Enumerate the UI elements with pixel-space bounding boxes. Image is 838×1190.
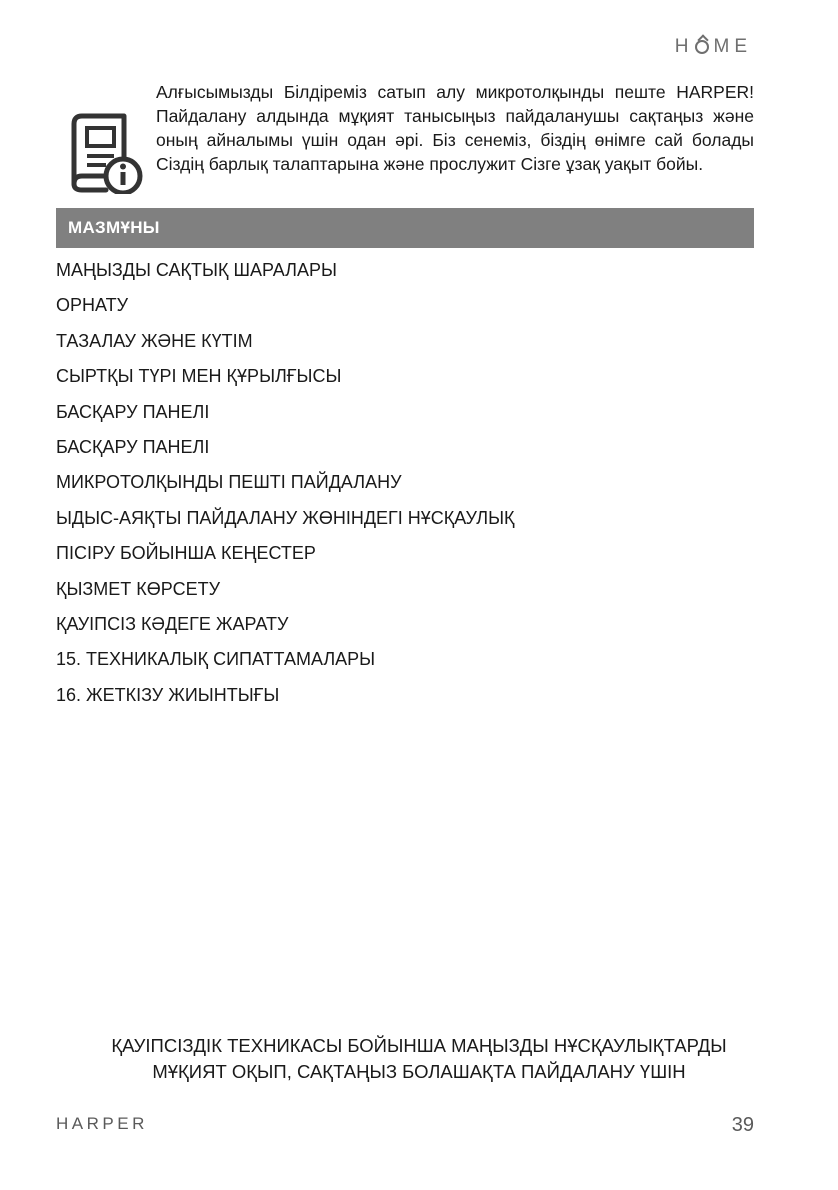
toc-item: БАСҚАРУ ПАНЕЛІ — [56, 436, 210, 457]
safety-warning — [0, 1033, 838, 1085]
home-logo-h: H — [674, 36, 694, 57]
home-logo-roof-icon — [695, 40, 709, 54]
toc-item: МИКРОТОЛҚЫНДЫ ПЕШТІ ПАЙДАЛАНУ — [56, 472, 402, 493]
page-number: 39 — [731, 1114, 754, 1136]
table-of-contents — [56, 255, 515, 715]
toc-item: ҚЫЗМЕТ КӨРСЕТУ — [56, 578, 221, 599]
toc-item: 16. ЖЕТКІЗУ ЖИЫНТЫҒЫ — [56, 684, 280, 705]
contents-title: МАЗМҰНЫ — [68, 218, 160, 237]
intro-paragraph: Алғысымызды Білдіреміз сатып алу микротолқынды пеште HARPER! Пайдалану алдында мұқият танысыңыз пайдаланушы сақтаңыз және оның айналымы үшін одан әрі. Біз сенеміз, біздің өнімге сай болады Сіздің барлық талаптарына және прослужит Сізге ұзақ уақыт бойы. — [156, 82, 754, 174]
manual-info-icon — [66, 110, 146, 194]
home-logo-rest: ME — [713, 36, 752, 57]
intro-block — [56, 80, 754, 210]
toc-item: ЫДЫС-АЯҚТЫ ПАЙДАЛАНУ ЖӨНІНДЕГІ НҰСҚАУЛЫҚ — [56, 507, 515, 528]
contents-header — [56, 208, 754, 248]
toc-item: СЫРТҚЫ ТҮРІ МЕН ҚҰРЫЛҒЫСЫ — [56, 366, 342, 387]
safety-warning-line-2: МҰҚИЯТ ОҚЫП, САҚТАҢЫЗ БОЛАШАҚТА ПАЙДАЛАНУ ҮШІН — [152, 1061, 686, 1082]
toc-item: ПІСІРУ БОЙЫНША КЕҢЕСТЕР — [56, 543, 316, 564]
safety-warning-line-1: ҚАУІПСІЗДІК ТЕХНИКАСЫ БОЙЫНША МАҢЫЗДЫ НҰСҚАУЛЫҚТАРДЫ — [111, 1035, 727, 1056]
toc-item: ОРНАТУ — [56, 295, 129, 316]
brand-logo: HARPER — [56, 1114, 148, 1133]
toc-item: МАҢЫЗДЫ САҚТЫҚ ШАРАЛАРЫ — [56, 260, 337, 280]
toc-item: ТАЗАЛАУ ЖӘНЕ КҮТІМ — [56, 330, 253, 351]
toc-item: БАСҚАРУ ПАНЕЛІ — [56, 401, 210, 422]
toc-item: 15. ТЕХНИКАЛЫҚ СИПАТТАМАЛАРЫ — [56, 649, 376, 670]
home-logo — [675, 36, 752, 58]
toc-item: ҚАУІПСІЗ КӘДЕГЕ ЖАРАТУ — [56, 613, 289, 634]
